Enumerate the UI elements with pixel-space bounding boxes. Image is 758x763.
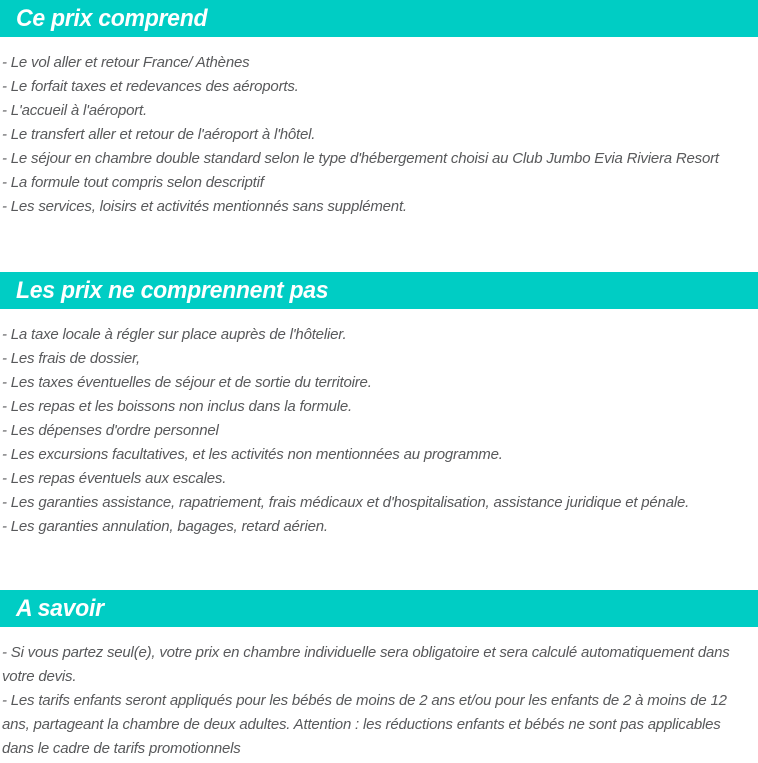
list-item: - Si vous partez seul(e), votre prix en chambre individuelle sera obligatoire et sera calculé automatiquement dans votre devis. [2,644,730,685]
section-header-price-excludes [0,272,758,309]
section-header-good-to-know [0,590,758,627]
list-item: - Les services, loisirs et activités mentionnés sans supplément. [2,198,407,215]
list-item: - Le vol aller et retour France/ Athènes [2,54,250,71]
list-item: - Les taxes éventuelles de séjour et de sortie du territoire. [2,374,372,391]
list-item: - Le séjour en chambre double standard selon le type d'hébergement choisi au Club Jumbo Evia Riviera Resort [2,150,719,167]
list-item: - Les garanties assistance, rapatriement, frais médicaux et d'hospitalisation, assistance juridique et pénale. [2,494,690,511]
section-title-good-to-know: A savoir [16,594,104,622]
section-spacer [0,219,758,272]
list-item: - La formule tout compris selon descriptif [2,174,264,191]
list-item: - La taxe locale à régler sur place auprès de l'hôtelier. [2,326,347,343]
list-item: - Les tarifs enfants seront appliqués pour les bébés de moins de 2 ans et/ou pour les enfants de 2 à moins de 12 ans, partageant la chambre de deux adultes. Attention : les réductions enfants et bébés ne sont pas applicables dans le cadre de tarifs promotionnels [2,692,727,757]
list-item: - Le transfert aller et retour de l'aéroport à l'hôtel. [2,126,316,143]
list-item: - Les repas et les boissons non inclus dans la formule. [2,398,353,415]
section-body-good-to-know [0,627,758,761]
section-title-price-includes: Ce prix comprend [16,4,208,32]
section-good-to-know [0,590,758,761]
list-item: - Les garanties annulation, bagages, retard aérien. [2,518,328,535]
list-item: - Les repas éventuels aux escales. [2,470,227,487]
section-title-price-excludes: Les prix ne comprennent pas [16,276,329,304]
list-item: - Les frais de dossier, [2,350,140,367]
section-body-price-excludes [0,309,758,539]
section-price-excludes [0,272,758,539]
list-item: - L'accueil à l'aéroport. [2,102,147,119]
list-item: - Les excursions facultatives, et les activités non mentionnées au programme. [2,446,503,463]
list-item: - Le forfait taxes et redevances des aéroports. [2,78,299,95]
section-spacer [0,539,758,590]
section-body-price-includes [0,37,758,219]
list-item: - Les dépenses d'ordre personnel [2,422,219,439]
section-price-includes [0,0,758,219]
section-header-price-includes [0,0,758,37]
